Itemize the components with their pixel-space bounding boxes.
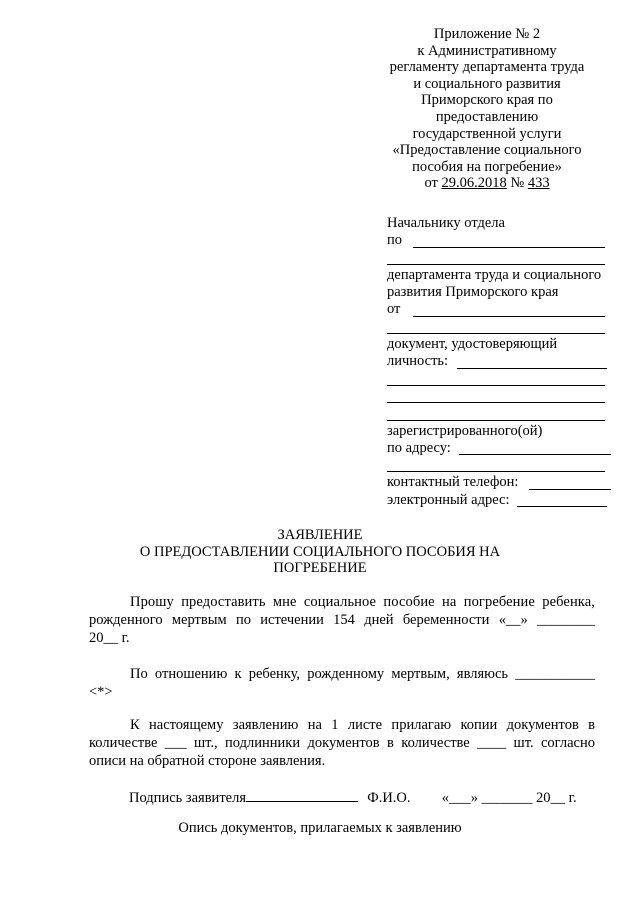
po-row	[387, 232, 613, 249]
identity-row	[387, 353, 613, 370]
registered-label: зарегистрированного(ой)	[387, 422, 543, 439]
identity-label: личность:	[387, 353, 449, 370]
title-line: ПОГРЕБЕНИЕ	[273, 560, 367, 576]
id-doc-label: документ, удостоверяющий	[387, 336, 558, 353]
fio-label: Ф.И.О.	[367, 790, 411, 806]
blank-line[interactable]	[387, 319, 613, 336]
appendix-line: регламенту департамента труда	[389, 59, 585, 76]
addressee-block	[387, 215, 613, 509]
attachments-paragraph	[89, 716, 595, 770]
phone-blank-line[interactable]	[529, 489, 611, 490]
po-label: по	[387, 232, 403, 249]
appendix-line: и социального развития	[413, 75, 561, 92]
date-prefix: от	[424, 175, 438, 192]
signature-date: «___» _______ 20__ г.	[441, 790, 577, 806]
title-line: ЗАЯВЛЕНИЕ	[277, 527, 363, 543]
signature-label: Подпись заявителя	[129, 790, 246, 806]
appendix-date-line	[380, 175, 594, 192]
appendix-line: Приложение № 2	[433, 26, 541, 42]
address-row	[387, 440, 613, 457]
appendix-line: пособия на погребение»	[412, 158, 562, 175]
department-line: развития Приморского края	[387, 284, 559, 301]
signature-row	[129, 787, 577, 807]
appendix-line: «Предоставление социального	[392, 142, 582, 159]
relation-paragraph	[89, 665, 595, 701]
request-paragraph	[89, 593, 595, 647]
appendix-line: Приморского края по	[421, 92, 553, 109]
blank-line[interactable]	[387, 371, 613, 388]
paragraph-line: Прошу предоставить мне социальное пособие на погребение ребенка,	[130, 594, 595, 610]
blank-line[interactable]	[387, 457, 613, 474]
blank-line[interactable]	[387, 405, 613, 422]
paragraph-line: 20__ г.	[89, 630, 130, 646]
identity-blank-line[interactable]	[457, 368, 607, 369]
email-row	[387, 492, 613, 509]
blank-line[interactable]	[387, 250, 613, 267]
email-label: электронный адрес:	[387, 491, 510, 508]
paragraph-line: По отношению к ребенку, рожденному мертвым, являюсь ___________	[130, 666, 595, 682]
paragraph-line: описи на обратной стороне заявления.	[89, 753, 326, 769]
po-blank-line[interactable]	[413, 247, 605, 248]
appendix-line: предоставлению	[435, 108, 539, 125]
department-line: департамента труда и социального	[387, 266, 602, 283]
paragraph-line: <*>	[89, 684, 113, 700]
phone-row	[387, 474, 613, 491]
to-head-label: Начальнику отдела	[387, 215, 505, 231]
document-title	[100, 527, 540, 577]
appendix-line: государственной услуги	[412, 125, 562, 142]
appendix-number: 433	[527, 175, 550, 192]
paragraph-line: рожденного мертвым по истечении 154 дней беременности «__» ________	[89, 612, 595, 628]
address-label: по адресу:	[387, 439, 451, 456]
appendix-block	[380, 26, 594, 192]
blank-line[interactable]	[387, 388, 613, 405]
paragraph-line: К настоящему заявлению на 1 листе прилагаю копии документов в	[130, 717, 595, 733]
from-label: от	[387, 301, 401, 318]
signature-blank-line[interactable]	[246, 787, 358, 802]
address-blank-line[interactable]	[459, 454, 611, 455]
email-blank-line[interactable]	[517, 506, 607, 507]
appendix-date: 29.06.2018	[441, 175, 507, 192]
from-blank-line[interactable]	[413, 316, 605, 317]
phone-label: контактный телефон:	[387, 474, 519, 491]
title-line: О ПРЕДОСТАВЛЕНИИ СОЦИАЛЬНОГО ПОСОБИЯ НА	[139, 543, 501, 560]
from-row	[387, 301, 613, 318]
appendix-line: к Административному	[417, 42, 557, 59]
number-sign: №	[510, 175, 525, 192]
inventory-title: Опись документов, прилагаемых к заявлению	[178, 820, 462, 836]
paragraph-line: количестве ___ шт., подлинники документов в количестве ____ шт. согласно	[89, 735, 595, 751]
